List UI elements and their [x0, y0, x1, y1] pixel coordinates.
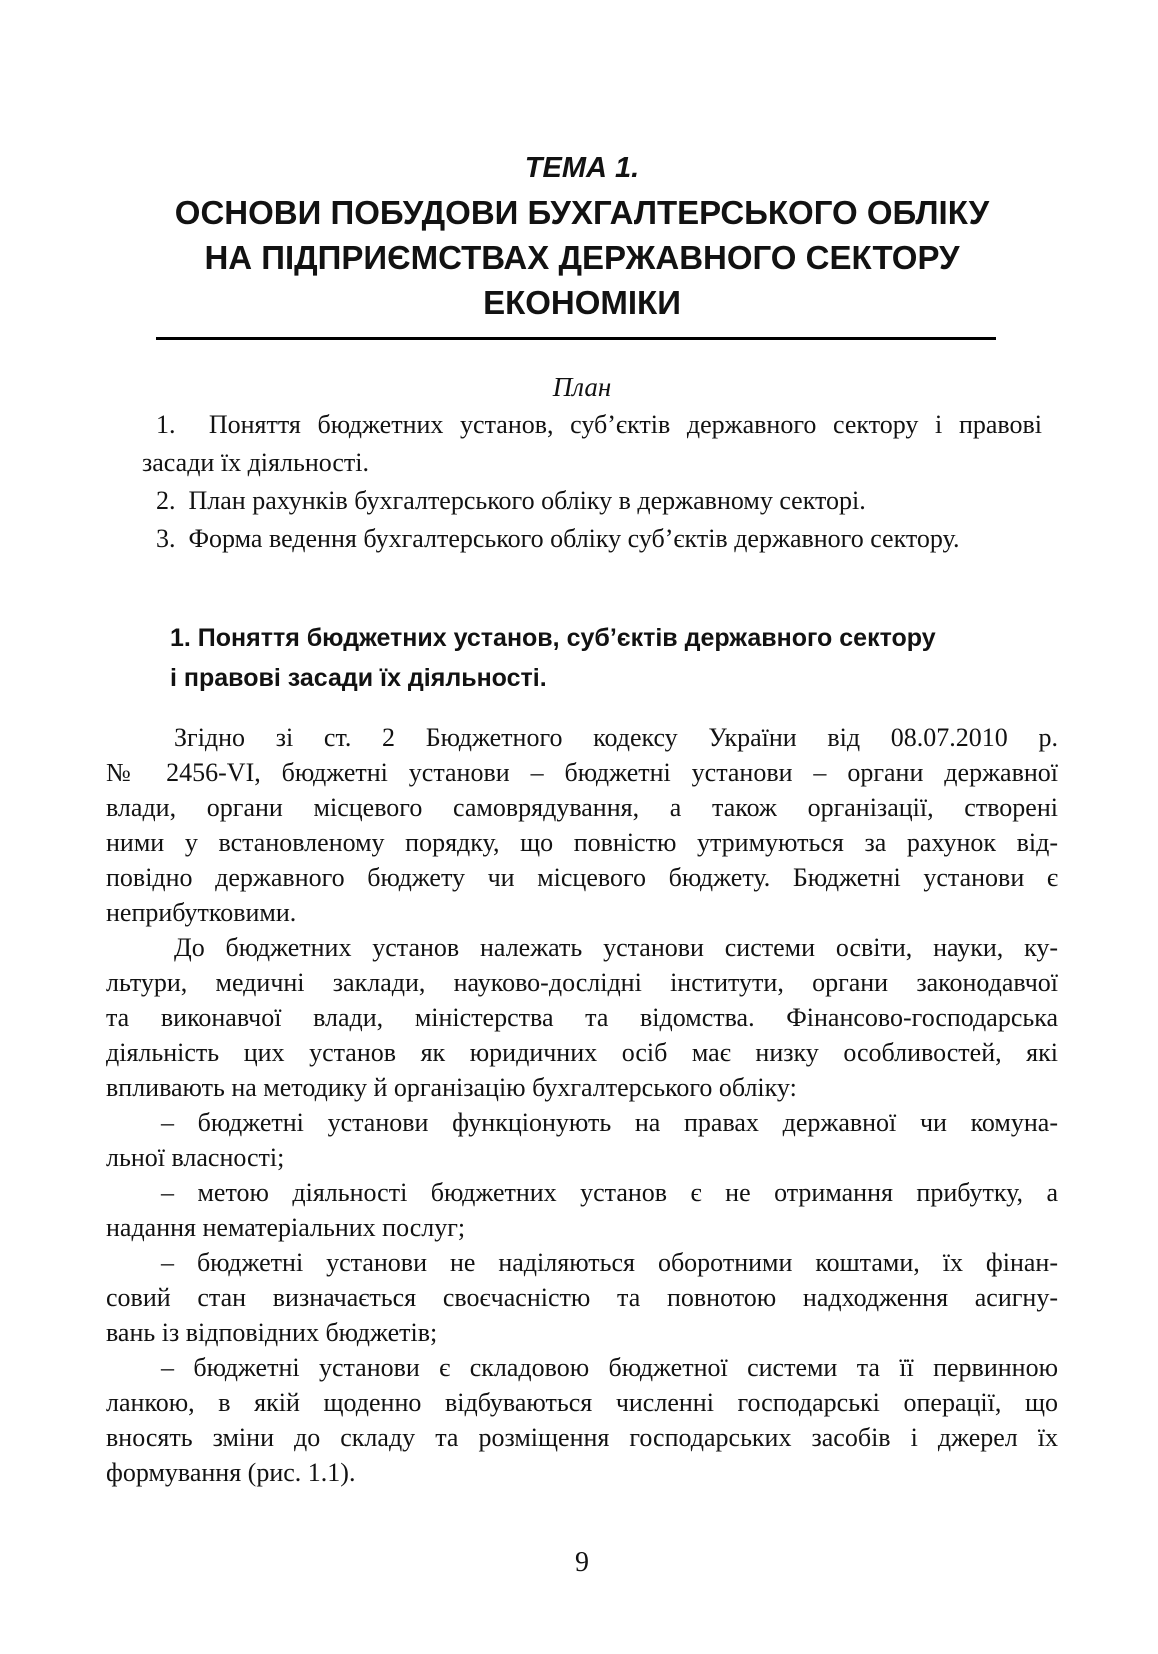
body-line: ними у встановленому порядку, що повністю утримуються за рахунок від-	[106, 828, 1058, 857]
section-heading	[170, 618, 1058, 698]
chapter-kicker: ТЕМА 1.	[524, 152, 640, 184]
title-underline	[156, 337, 996, 340]
body-line: совий стан визначається своєчасністю та повнотою надходження асигну-	[106, 1283, 1058, 1312]
body-line: повідно державного бюджету чи місцевого бюджету. Бюджетні установи є	[106, 863, 1058, 892]
plan-heading: План	[552, 372, 612, 402]
body-line: неприбутковими.	[106, 898, 297, 927]
section-heading-line: і правові засади їх діяльності.	[170, 664, 547, 692]
body-line: надання нематеріальних послуг;	[106, 1213, 466, 1242]
plan-item-line: 2. План рахунків бухгалтерського обліку в державному секторі.	[156, 486, 866, 515]
body-line: діяльність цих установ як юридичних осіб має низку особливостей, які	[106, 1038, 1058, 1067]
body-line: Згідно зі ст. 2 Бюджетного кодексу України від 08.07.2010 р.	[174, 723, 1058, 752]
body-line: вань із відповідних бюджетів;	[106, 1318, 438, 1347]
plan-item-line: 3. Форма ведення бухгалтерського обліку суб’єктів державного сектору.	[156, 524, 960, 553]
body-line: ланкою, в якій щоденно відбуваються численні господарські операції, що	[106, 1388, 1058, 1417]
chapter-title	[106, 190, 1058, 325]
plan-item-line: засади їх діяльності.	[142, 448, 370, 477]
chapter-title-line: НА ПІДПРИЄМСТВАХ ДЕРЖАВНОГО СЕКТОРУ	[204, 239, 960, 276]
body-line: № 2456-VI, бюджетні установи – бюджетні установи – органи державної	[106, 758, 1058, 787]
body-line: – бюджетні установи є складовою бюджетної системи та її первинною	[161, 1353, 1058, 1382]
body-line: вносять зміни до складу та розміщення господарських засобів і джерел їх	[106, 1423, 1058, 1452]
body-line: формування (рис. 1.1).	[106, 1458, 356, 1487]
body-line: влади, органи місцевого самоврядування, а також організації, створені	[106, 793, 1058, 822]
body-line: – метою діяльності бюджетних установ є не отримання прибутку, а	[161, 1178, 1058, 1207]
body-line: та виконавчої влади, міністерства та відомства. Фінансово-господарська	[106, 1003, 1058, 1032]
section-heading-line: 1. Поняття бюджетних установ, суб’єктів державного сектору	[170, 624, 936, 652]
plan-item-line: 1. Поняття бюджетних установ, суб’єктів державного сектору і правові	[156, 410, 1042, 439]
body-line: впливають на методику й організацію бухгалтерського обліку:	[106, 1073, 797, 1102]
body-line: – бюджетні установи функціонують на правах державної чи комуна-	[161, 1108, 1058, 1137]
body-text	[106, 720, 1058, 1490]
chapter-title-line: ОСНОВИ ПОБУДОВИ БУХГАЛТЕРСЬКОГО ОБЛІКУ	[174, 194, 990, 231]
plan-list	[142, 406, 1042, 558]
page-number: 9	[575, 1547, 589, 1578]
body-line: льтури, медичні заклади, науково-дослідні інститути, органи законодавчої	[106, 968, 1058, 997]
body-line: – бюджетні установи не наділяються оборотними коштами, їх фінан-	[161, 1248, 1058, 1277]
chapter-title-line: ЕКОНОМІКИ	[483, 284, 681, 321]
body-line: До бюджетних установ належать установи системи освіти, науки, ку-	[174, 933, 1058, 962]
text-column	[106, 150, 1058, 1581]
body-line: льної власності;	[106, 1143, 285, 1172]
